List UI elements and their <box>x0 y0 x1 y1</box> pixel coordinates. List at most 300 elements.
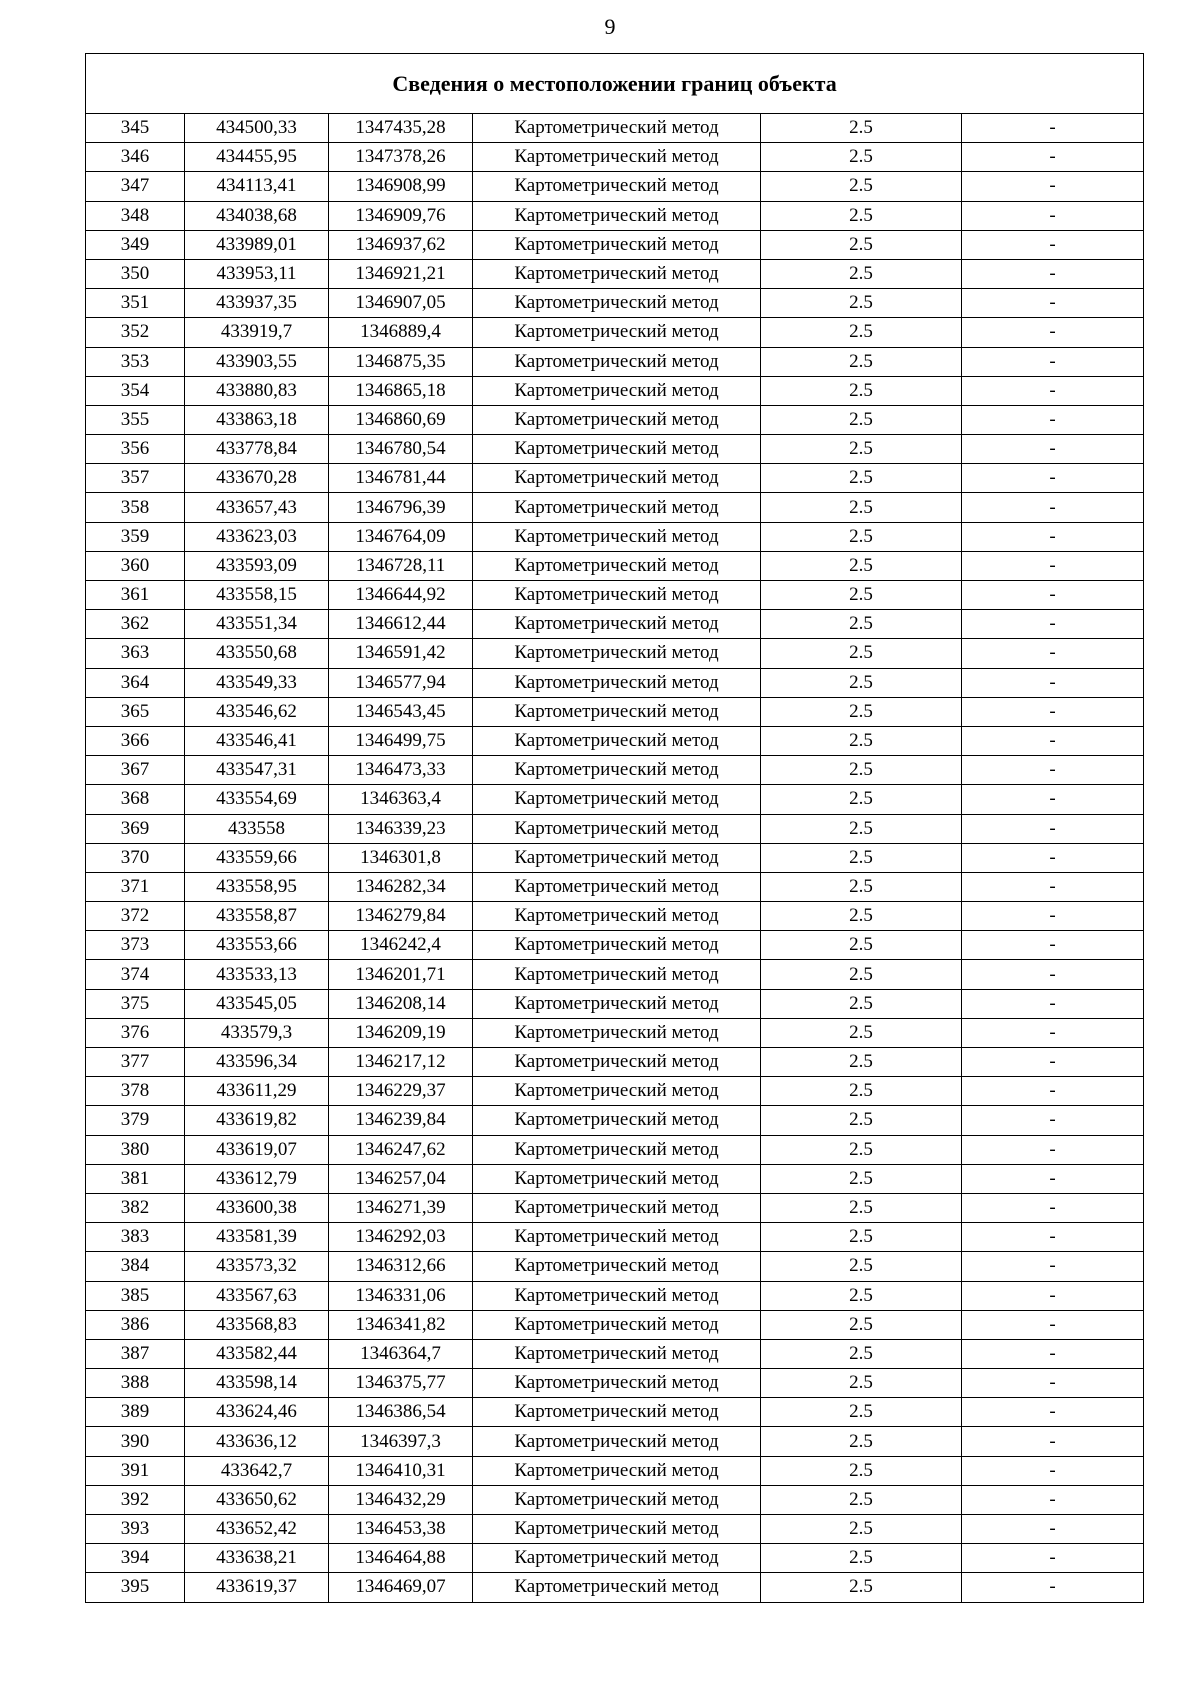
point-number-cell: 346 <box>86 143 185 172</box>
y-coordinate-cell: 1346247,62 <box>329 1135 473 1164</box>
y-coordinate-cell: 1346889,4 <box>329 318 473 347</box>
accuracy-cell: 2.5 <box>761 1164 962 1193</box>
x-coordinate-cell: 433953,11 <box>185 259 329 288</box>
description-cell: - <box>962 143 1144 172</box>
y-coordinate-cell: 1346375,77 <box>329 1369 473 1398</box>
x-coordinate-cell: 433619,82 <box>185 1106 329 1135</box>
table-row <box>86 639 1144 668</box>
table-row <box>86 1544 1144 1573</box>
point-number-cell: 385 <box>86 1281 185 1310</box>
method-cell: Картометрический метод <box>473 522 761 551</box>
x-coordinate-cell: 433596,34 <box>185 1048 329 1077</box>
table-row <box>86 1018 1144 1047</box>
y-coordinate-cell: 1346341,82 <box>329 1310 473 1339</box>
description-cell: - <box>962 347 1144 376</box>
accuracy-cell: 2.5 <box>761 843 962 872</box>
accuracy-cell: 2.5 <box>761 668 962 697</box>
description-cell: - <box>962 1135 1144 1164</box>
y-coordinate-cell: 1346543,45 <box>329 697 473 726</box>
point-number-cell: 360 <box>86 551 185 580</box>
accuracy-cell: 2.5 <box>761 1106 962 1135</box>
table-row <box>86 785 1144 814</box>
accuracy-cell: 2.5 <box>761 1573 962 1602</box>
table-row <box>86 1193 1144 1222</box>
y-coordinate-cell: 1346292,03 <box>329 1223 473 1252</box>
point-number-cell: 361 <box>86 581 185 610</box>
description-cell: - <box>962 756 1144 785</box>
y-coordinate-cell: 1346432,29 <box>329 1485 473 1514</box>
accuracy-cell: 2.5 <box>761 143 962 172</box>
method-cell: Картометрический метод <box>473 464 761 493</box>
x-coordinate-cell: 433558,15 <box>185 581 329 610</box>
point-number-cell: 348 <box>86 201 185 230</box>
point-number-cell: 354 <box>86 376 185 405</box>
accuracy-cell: 2.5 <box>761 1077 962 1106</box>
x-coordinate-cell: 433568,83 <box>185 1310 329 1339</box>
y-coordinate-cell: 1346339,23 <box>329 814 473 843</box>
accuracy-cell: 2.5 <box>761 785 962 814</box>
x-coordinate-cell: 433919,7 <box>185 318 329 347</box>
table-row <box>86 493 1144 522</box>
table-row <box>86 610 1144 639</box>
x-coordinate-cell: 433652,42 <box>185 1515 329 1544</box>
y-coordinate-cell: 1346363,4 <box>329 785 473 814</box>
point-number-cell: 352 <box>86 318 185 347</box>
accuracy-cell: 2.5 <box>761 610 962 639</box>
table-row <box>86 259 1144 288</box>
method-cell: Картометрический метод <box>473 551 761 580</box>
y-coordinate-cell: 1346865,18 <box>329 376 473 405</box>
accuracy-cell: 2.5 <box>761 1398 962 1427</box>
table-row <box>86 464 1144 493</box>
table-row <box>86 347 1144 376</box>
accuracy-cell: 2.5 <box>761 639 962 668</box>
y-coordinate-cell: 1346386,54 <box>329 1398 473 1427</box>
x-coordinate-cell: 433623,03 <box>185 522 329 551</box>
point-number-cell: 387 <box>86 1339 185 1368</box>
description-cell: - <box>962 1018 1144 1047</box>
accuracy-cell: 2.5 <box>761 376 962 405</box>
description-cell: - <box>962 1515 1144 1544</box>
y-coordinate-cell: 1346271,39 <box>329 1193 473 1222</box>
table-row <box>86 1456 1144 1485</box>
point-number-cell: 357 <box>86 464 185 493</box>
description-cell: - <box>962 931 1144 960</box>
x-coordinate-cell: 433598,14 <box>185 1369 329 1398</box>
description-cell: - <box>962 610 1144 639</box>
description-cell: - <box>962 814 1144 843</box>
y-coordinate-cell: 1346469,07 <box>329 1573 473 1602</box>
description-cell: - <box>962 318 1144 347</box>
table-row <box>86 960 1144 989</box>
table-row <box>86 1427 1144 1456</box>
point-number-cell: 355 <box>86 405 185 434</box>
point-number-cell: 358 <box>86 493 185 522</box>
point-number-cell: 393 <box>86 1515 185 1544</box>
x-coordinate-cell: 433559,66 <box>185 843 329 872</box>
method-cell: Картометрический метод <box>473 1369 761 1398</box>
table-row <box>86 1310 1144 1339</box>
x-coordinate-cell: 433989,01 <box>185 230 329 259</box>
x-coordinate-cell: 433612,79 <box>185 1164 329 1193</box>
method-cell: Картометрический метод <box>473 1485 761 1514</box>
page-number: 9 <box>604 14 616 39</box>
accuracy-cell: 2.5 <box>761 931 962 960</box>
y-coordinate-cell: 1346201,71 <box>329 960 473 989</box>
x-coordinate-cell: 433582,44 <box>185 1339 329 1368</box>
method-cell: Картометрический метод <box>473 114 761 143</box>
accuracy-cell: 2.5 <box>761 697 962 726</box>
method-cell: Картометрический метод <box>473 1018 761 1047</box>
method-cell: Картометрический метод <box>473 1339 761 1368</box>
method-cell: Картометрический метод <box>473 230 761 259</box>
description-cell: - <box>962 259 1144 288</box>
point-number-cell: 377 <box>86 1048 185 1077</box>
method-cell: Картометрический метод <box>473 259 761 288</box>
point-number-cell: 380 <box>86 1135 185 1164</box>
accuracy-cell: 2.5 <box>761 989 962 1018</box>
table-row <box>86 1223 1144 1252</box>
y-coordinate-cell: 1346453,38 <box>329 1515 473 1544</box>
table-row <box>86 522 1144 551</box>
method-cell: Картометрический метод <box>473 143 761 172</box>
accuracy-cell: 2.5 <box>761 172 962 201</box>
description-cell: - <box>962 989 1144 1018</box>
y-coordinate-cell: 1346397,3 <box>329 1427 473 1456</box>
x-coordinate-cell: 433611,29 <box>185 1077 329 1106</box>
description-cell: - <box>962 843 1144 872</box>
y-coordinate-cell: 1346208,14 <box>329 989 473 1018</box>
method-cell: Картометрический метод <box>473 172 761 201</box>
method-cell: Картометрический метод <box>473 1515 761 1544</box>
accuracy-cell: 2.5 <box>761 960 962 989</box>
table-title: Сведения о местоположении границ объекта <box>86 54 1144 114</box>
x-coordinate-cell: 433937,35 <box>185 289 329 318</box>
y-coordinate-cell: 1346279,84 <box>329 902 473 931</box>
description-cell: - <box>962 1048 1144 1077</box>
method-cell: Картометрический метод <box>473 581 761 610</box>
description-cell: - <box>962 1106 1144 1135</box>
table-body <box>86 114 1144 1603</box>
point-number-cell: 375 <box>86 989 185 1018</box>
accuracy-cell: 2.5 <box>761 1369 962 1398</box>
method-cell: Картометрический метод <box>473 1544 761 1573</box>
description-cell: - <box>962 114 1144 143</box>
description-cell: - <box>962 960 1144 989</box>
accuracy-cell: 2.5 <box>761 1048 962 1077</box>
method-cell: Картометрический метод <box>473 1252 761 1281</box>
accuracy-cell: 2.5 <box>761 756 962 785</box>
method-cell: Картометрический метод <box>473 843 761 872</box>
y-coordinate-cell: 1346242,4 <box>329 931 473 960</box>
y-coordinate-cell: 1346577,94 <box>329 668 473 697</box>
x-coordinate-cell: 433670,28 <box>185 464 329 493</box>
description-cell: - <box>962 1077 1144 1106</box>
accuracy-cell: 2.5 <box>761 872 962 901</box>
y-coordinate-cell: 1346644,92 <box>329 581 473 610</box>
y-coordinate-cell: 1346410,31 <box>329 1456 473 1485</box>
x-coordinate-cell: 433880,83 <box>185 376 329 405</box>
table-row <box>86 1515 1144 1544</box>
table-row <box>86 172 1144 201</box>
method-cell: Картометрический метод <box>473 435 761 464</box>
x-coordinate-cell: 433546,62 <box>185 697 329 726</box>
description-cell: - <box>962 1223 1144 1252</box>
y-coordinate-cell: 1346239,84 <box>329 1106 473 1135</box>
description-cell: - <box>962 172 1144 201</box>
accuracy-cell: 2.5 <box>761 318 962 347</box>
table-row <box>86 1281 1144 1310</box>
accuracy-cell: 2.5 <box>761 1193 962 1222</box>
x-coordinate-cell: 433624,46 <box>185 1398 329 1427</box>
method-cell: Картометрический метод <box>473 318 761 347</box>
method-cell: Картометрический метод <box>473 1106 761 1135</box>
x-coordinate-cell: 433579,3 <box>185 1018 329 1047</box>
point-number-cell: 388 <box>86 1369 185 1398</box>
method-cell: Картометрический метод <box>473 289 761 318</box>
description-cell: - <box>962 464 1144 493</box>
point-number-cell: 394 <box>86 1544 185 1573</box>
point-number-cell: 384 <box>86 1252 185 1281</box>
accuracy-cell: 2.5 <box>761 1135 962 1164</box>
y-coordinate-cell: 1346907,05 <box>329 289 473 318</box>
table-row <box>86 1339 1144 1368</box>
method-cell: Картометрический метод <box>473 1048 761 1077</box>
method-cell: Картометрический метод <box>473 1135 761 1164</box>
y-coordinate-cell: 1346764,09 <box>329 522 473 551</box>
table-row <box>86 1573 1144 1602</box>
x-coordinate-cell: 433546,41 <box>185 726 329 755</box>
x-coordinate-cell: 433550,68 <box>185 639 329 668</box>
description-cell: - <box>962 1544 1144 1573</box>
point-number-cell: 353 <box>86 347 185 376</box>
point-number-cell: 372 <box>86 902 185 931</box>
method-cell: Картометрический метод <box>473 1310 761 1339</box>
description-cell: - <box>962 1193 1144 1222</box>
x-coordinate-cell: 433553,66 <box>185 931 329 960</box>
accuracy-cell: 2.5 <box>761 902 962 931</box>
accuracy-cell: 2.5 <box>761 201 962 230</box>
method-cell: Картометрический метод <box>473 814 761 843</box>
x-coordinate-cell: 434038,68 <box>185 201 329 230</box>
x-coordinate-cell: 433573,32 <box>185 1252 329 1281</box>
y-coordinate-cell: 1346908,99 <box>329 172 473 201</box>
method-cell: Картометрический метод <box>473 1193 761 1222</box>
y-coordinate-cell: 1346257,04 <box>329 1164 473 1193</box>
method-cell: Картометрический метод <box>473 610 761 639</box>
y-coordinate-cell: 1346909,76 <box>329 201 473 230</box>
point-number-cell: 356 <box>86 435 185 464</box>
point-number-cell: 374 <box>86 960 185 989</box>
point-number-cell: 362 <box>86 610 185 639</box>
description-cell: - <box>962 1281 1144 1310</box>
method-cell: Картометрический метод <box>473 1223 761 1252</box>
accuracy-cell: 2.5 <box>761 1339 962 1368</box>
point-number-cell: 369 <box>86 814 185 843</box>
point-number-cell: 389 <box>86 1398 185 1427</box>
y-coordinate-cell: 1346331,06 <box>329 1281 473 1310</box>
accuracy-cell: 2.5 <box>761 1485 962 1514</box>
x-coordinate-cell: 433551,34 <box>185 610 329 639</box>
y-coordinate-cell: 1346464,88 <box>329 1544 473 1573</box>
accuracy-cell: 2.5 <box>761 522 962 551</box>
method-cell: Картометрический метод <box>473 201 761 230</box>
table-row <box>86 989 1144 1018</box>
y-coordinate-cell: 1346780,54 <box>329 435 473 464</box>
table-row <box>86 872 1144 901</box>
description-cell: - <box>962 201 1144 230</box>
method-cell: Картометрический метод <box>473 376 761 405</box>
accuracy-cell: 2.5 <box>761 1310 962 1339</box>
accuracy-cell: 2.5 <box>761 435 962 464</box>
accuracy-cell: 2.5 <box>761 114 962 143</box>
point-number-cell: 359 <box>86 522 185 551</box>
method-cell: Картометрический метод <box>473 405 761 434</box>
x-coordinate-cell: 433863,18 <box>185 405 329 434</box>
accuracy-cell: 2.5 <box>761 726 962 755</box>
y-coordinate-cell: 1346875,35 <box>329 347 473 376</box>
table-title-row <box>86 54 1144 114</box>
table-row <box>86 114 1144 143</box>
table-row <box>86 1106 1144 1135</box>
point-number-cell: 392 <box>86 1485 185 1514</box>
description-cell: - <box>962 1164 1144 1193</box>
table-row <box>86 318 1144 347</box>
y-coordinate-cell: 1346229,37 <box>329 1077 473 1106</box>
description-cell: - <box>962 639 1144 668</box>
table-row <box>86 1369 1144 1398</box>
table-row <box>86 726 1144 755</box>
accuracy-cell: 2.5 <box>761 581 962 610</box>
point-number-cell: 365 <box>86 697 185 726</box>
description-cell: - <box>962 522 1144 551</box>
x-coordinate-cell: 433619,37 <box>185 1573 329 1602</box>
x-coordinate-cell: 433778,84 <box>185 435 329 464</box>
method-cell: Картометрический метод <box>473 347 761 376</box>
y-coordinate-cell: 1347435,28 <box>329 114 473 143</box>
boundary-coordinates-table <box>85 53 1144 1603</box>
point-number-cell: 395 <box>86 1573 185 1602</box>
method-cell: Картометрический метод <box>473 989 761 1018</box>
method-cell: Картометрический метод <box>473 697 761 726</box>
x-coordinate-cell: 433558,95 <box>185 872 329 901</box>
description-cell: - <box>962 435 1144 464</box>
method-cell: Картометрический метод <box>473 1164 761 1193</box>
description-cell: - <box>962 551 1144 580</box>
y-coordinate-cell: 1346796,39 <box>329 493 473 522</box>
point-number-cell: 391 <box>86 1456 185 1485</box>
y-coordinate-cell: 1346217,12 <box>329 1048 473 1077</box>
table-row <box>86 843 1144 872</box>
y-coordinate-cell: 1346301,8 <box>329 843 473 872</box>
table-row <box>86 1252 1144 1281</box>
x-coordinate-cell: 433554,69 <box>185 785 329 814</box>
point-number-cell: 381 <box>86 1164 185 1193</box>
accuracy-cell: 2.5 <box>761 464 962 493</box>
accuracy-cell: 2.5 <box>761 1456 962 1485</box>
method-cell: Картометрический метод <box>473 785 761 814</box>
description-cell: - <box>962 493 1144 522</box>
description-cell: - <box>962 1485 1144 1514</box>
point-number-cell: 376 <box>86 1018 185 1047</box>
method-cell: Картометрический метод <box>473 756 761 785</box>
table-row <box>86 230 1144 259</box>
table-row <box>86 201 1144 230</box>
description-cell: - <box>962 785 1144 814</box>
x-coordinate-cell: 433593,09 <box>185 551 329 580</box>
method-cell: Картометрический метод <box>473 872 761 901</box>
point-number-cell: 363 <box>86 639 185 668</box>
x-coordinate-cell: 433636,12 <box>185 1427 329 1456</box>
description-cell: - <box>962 872 1144 901</box>
point-number-cell: 382 <box>86 1193 185 1222</box>
point-number-cell: 367 <box>86 756 185 785</box>
table-row <box>86 405 1144 434</box>
description-cell: - <box>962 289 1144 318</box>
table-row <box>86 697 1144 726</box>
table-row <box>86 581 1144 610</box>
table-row <box>86 1048 1144 1077</box>
accuracy-cell: 2.5 <box>761 551 962 580</box>
x-coordinate-cell: 433638,21 <box>185 1544 329 1573</box>
y-coordinate-cell: 1346282,34 <box>329 872 473 901</box>
table-row <box>86 931 1144 960</box>
table-row <box>86 1485 1144 1514</box>
table-row <box>86 1398 1144 1427</box>
description-cell: - <box>962 1456 1144 1485</box>
point-number-cell: 364 <box>86 668 185 697</box>
y-coordinate-cell: 1346209,19 <box>329 1018 473 1047</box>
accuracy-cell: 2.5 <box>761 347 962 376</box>
x-coordinate-cell: 433657,43 <box>185 493 329 522</box>
x-coordinate-cell: 433642,7 <box>185 1456 329 1485</box>
accuracy-cell: 2.5 <box>761 493 962 522</box>
accuracy-cell: 2.5 <box>761 1018 962 1047</box>
y-coordinate-cell: 1346499,75 <box>329 726 473 755</box>
method-cell: Картометрический метод <box>473 1281 761 1310</box>
table-row <box>86 551 1144 580</box>
description-cell: - <box>962 1398 1144 1427</box>
accuracy-cell: 2.5 <box>761 259 962 288</box>
table-row <box>86 435 1144 464</box>
point-number-cell: 379 <box>86 1106 185 1135</box>
description-cell: - <box>962 376 1144 405</box>
x-coordinate-cell: 433581,39 <box>185 1223 329 1252</box>
table-row <box>86 668 1144 697</box>
y-coordinate-cell: 1346364,7 <box>329 1339 473 1368</box>
point-number-cell: 386 <box>86 1310 185 1339</box>
x-coordinate-cell: 433600,38 <box>185 1193 329 1222</box>
method-cell: Картометрический метод <box>473 668 761 697</box>
x-coordinate-cell: 433567,63 <box>185 1281 329 1310</box>
x-coordinate-cell: 433903,55 <box>185 347 329 376</box>
point-number-cell: 370 <box>86 843 185 872</box>
x-coordinate-cell: 433549,33 <box>185 668 329 697</box>
description-cell: - <box>962 1369 1144 1398</box>
accuracy-cell: 2.5 <box>761 1515 962 1544</box>
point-number-cell: 373 <box>86 931 185 960</box>
point-number-cell: 368 <box>86 785 185 814</box>
table-row <box>86 143 1144 172</box>
table-row <box>86 1077 1144 1106</box>
y-coordinate-cell: 1346781,44 <box>329 464 473 493</box>
point-number-cell: 347 <box>86 172 185 201</box>
description-cell: - <box>962 1252 1144 1281</box>
table-row <box>86 1164 1144 1193</box>
x-coordinate-cell: 433547,31 <box>185 756 329 785</box>
description-cell: - <box>962 405 1144 434</box>
x-coordinate-cell: 433650,62 <box>185 1485 329 1514</box>
